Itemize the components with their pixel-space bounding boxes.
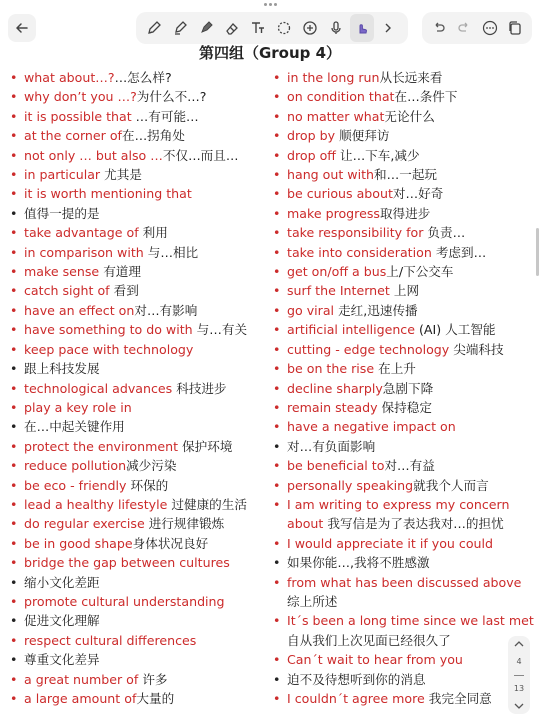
phrase-entry	[271, 611, 533, 630]
phrase-entry	[8, 243, 270, 262]
phrase-entry	[8, 146, 270, 165]
phrase-chinese: 对…好奇	[392, 186, 444, 202]
phrase-entry	[271, 107, 533, 126]
phrase-english: it is worth mentioning that	[24, 186, 192, 202]
left-column	[8, 68, 270, 708]
phrase-chinese: 过健康的生活	[171, 496, 247, 512]
bullet-icon: •	[273, 225, 281, 241]
phrase-entry	[8, 592, 270, 611]
bullet-icon: •	[273, 167, 281, 183]
phrase-english: make sense	[24, 264, 104, 280]
bullet-icon: •	[273, 341, 281, 357]
phrase-chinese: 无论什么	[384, 108, 435, 124]
phrase-english: in comparison with	[24, 244, 148, 260]
phrase-entry	[271, 87, 533, 106]
phrase-chinese: 对…有负面影响	[287, 438, 376, 454]
bullet-icon: •	[10, 89, 18, 105]
phrase-english: have a negative impact on	[287, 419, 456, 435]
phrase-chinese: 身体状况良好	[132, 535, 209, 551]
phrase-entry	[271, 514, 533, 533]
phrase-entry	[271, 398, 533, 417]
phrase-chinese: 保持稳定	[381, 399, 432, 415]
phrase-entry	[271, 592, 533, 611]
phrase-chinese: 迫不及待想听到你的消息	[287, 671, 426, 687]
phrase-entry	[271, 146, 533, 165]
undo-icon[interactable]	[428, 14, 450, 42]
drag-handle-icon[interactable]	[262, 3, 278, 9]
phrase-english: a large amount of	[24, 691, 137, 706]
phrase-english: in the long run	[287, 70, 380, 85]
bullet-icon: •	[10, 458, 18, 474]
phrase-chinese: 环保的	[130, 477, 169, 493]
phrase-entry	[8, 417, 270, 436]
bullet-icon: •	[10, 574, 18, 590]
phrase-english: have an effect on	[24, 302, 135, 318]
phrase-english: keep pace with technology	[24, 341, 194, 357]
microphone-icon[interactable]	[324, 14, 348, 42]
phrase-entry	[8, 495, 270, 514]
phrase-entry	[8, 359, 270, 378]
page-navigator	[508, 636, 530, 714]
eraser-icon[interactable]	[220, 14, 244, 42]
phrase-entry	[271, 670, 533, 689]
phrase-entry	[8, 398, 270, 417]
bullet-icon: •	[273, 244, 281, 260]
bullet-icon: •	[273, 128, 281, 144]
phrase-chinese: 科技进步	[176, 380, 227, 396]
phrase-entry	[8, 68, 270, 87]
phrase-chinese: 顺便拜访	[339, 128, 390, 144]
phrase-english: a great number of	[24, 671, 143, 687]
phrase-chinese: 不仅…而且…	[162, 147, 239, 163]
bullet-icon: •	[10, 438, 18, 454]
phrase-english: bridge the gap between cultures	[24, 555, 230, 571]
phrase-entry	[8, 670, 270, 689]
phrase-entry	[271, 631, 533, 650]
phrase-entry	[271, 340, 533, 359]
phrase-chinese: 保护环境	[182, 438, 233, 454]
phrase-english: in particular	[24, 167, 105, 183]
phrase-english: be on the rise	[287, 361, 379, 377]
phrase-entry	[8, 573, 270, 592]
phrase-chinese: 尖端科技	[453, 341, 504, 357]
phrase-chinese: 为什么不…?	[136, 89, 207, 105]
document-tools	[422, 12, 532, 44]
phrase-entry	[271, 495, 533, 514]
back-button[interactable]	[8, 14, 36, 42]
bullet-icon: •	[273, 438, 281, 454]
phrase-entry	[8, 107, 270, 126]
phrase-english: respect cultural differences	[24, 632, 197, 648]
bullet-icon: •	[10, 341, 18, 357]
bullet-icon: •	[10, 244, 18, 260]
bullet-icon: •	[10, 419, 18, 435]
bullet-icon: •	[10, 380, 18, 396]
phrase-english: have something to do with	[24, 322, 197, 338]
bullet-icon: •	[273, 555, 281, 571]
phrase-chinese: 和…一起玩	[374, 167, 437, 183]
finger-draw-icon[interactable]	[350, 14, 374, 42]
phrase-english: remain steady	[287, 399, 382, 415]
total-pages: 13	[513, 684, 525, 694]
bullet-icon: •	[273, 477, 281, 493]
phrase-entry	[8, 340, 270, 359]
bullet-icon: •	[273, 70, 281, 85]
phrase-chinese: 从长远来看	[379, 70, 443, 85]
bullet-icon: •	[273, 264, 281, 280]
phrase-chinese: 与…相比	[147, 244, 199, 260]
phrase-chinese: 负责…	[427, 225, 466, 241]
bullet-icon: •	[273, 186, 281, 202]
phrase-entry	[271, 243, 533, 262]
phrase-entry	[271, 456, 533, 475]
phrase-chinese: 急剧下降	[382, 380, 434, 396]
bullet-icon: •	[273, 691, 281, 706]
phrase-entry	[271, 553, 533, 572]
phrase-english: why don’t you …?	[24, 89, 137, 105]
phrase-english: be beneficial to	[287, 458, 385, 474]
phrase-entry	[271, 68, 533, 87]
phrase-entry	[271, 281, 533, 300]
phrase-english: It´s been a long time since we last met	[287, 613, 534, 629]
phrase-entry	[8, 184, 270, 203]
phrase-chinese: 跟上科技发展	[24, 361, 100, 377]
phrase-chinese: 进行规律锻炼	[148, 516, 225, 532]
add-shape-icon[interactable]	[298, 14, 322, 42]
pages-icon[interactable]	[504, 14, 526, 42]
bullet-icon: •	[273, 613, 281, 629]
phrase-english: not only … but also …	[24, 147, 163, 163]
phrase-english: Can´t wait to hear from you	[287, 652, 463, 668]
phrase-chinese: 在…条件下	[394, 89, 458, 105]
bullet-icon: •	[273, 574, 281, 590]
phrase-chinese: 如果你能…,我将不胜感激	[287, 555, 430, 571]
bullet-icon: •	[10, 147, 18, 163]
phrase-chinese: 上/下公交车	[386, 264, 454, 280]
bullet-icon: •	[10, 108, 18, 124]
phrase-english: make progress	[287, 205, 380, 221]
phrase-chinese: 缩小文化差距	[24, 574, 100, 590]
bullet-icon: •	[273, 496, 281, 512]
phrase-entry	[8, 301, 270, 320]
bullet-icon: •	[10, 496, 18, 512]
bullet-icon: •	[10, 516, 18, 532]
phrase-chinese: 综上所述	[287, 593, 338, 609]
phrase-english: take into consideration	[287, 244, 436, 260]
phrase-chinese: 尊重文化差异	[24, 652, 100, 668]
bullet-icon: •	[10, 70, 18, 85]
phrase-entry	[271, 223, 533, 242]
bullet-icon: •	[10, 128, 18, 144]
phrase-chinese: …有可能…	[135, 108, 199, 124]
bullet-icon: •	[10, 399, 18, 415]
bullet-icon: •	[10, 264, 18, 280]
phrase-english: I couldn´t agree more	[287, 691, 429, 706]
phrase-english: be curious about	[287, 186, 393, 202]
redo-icon[interactable]	[453, 14, 475, 42]
scrollbar[interactable]	[536, 228, 539, 276]
bullet-icon: •	[273, 322, 281, 338]
phrase-english: on condition that	[287, 89, 395, 105]
phrase-entry	[8, 320, 270, 339]
phrase-chinese: 走红,迅速传播	[338, 302, 418, 318]
bullet-icon: •	[273, 419, 281, 435]
bullet-icon: •	[10, 205, 18, 221]
bullet-icon: •	[10, 361, 18, 377]
phrase-entry	[8, 204, 270, 223]
bullet-icon: •	[10, 477, 18, 493]
bullet-icon: •	[10, 535, 18, 551]
phrase-english: drop off	[287, 147, 340, 163]
phrase-english: it is possible that	[24, 108, 136, 124]
phrase-entry	[8, 126, 270, 145]
phrase-entry	[271, 262, 533, 281]
phrase-english: take advantage of	[24, 225, 143, 241]
phrase-entry	[8, 534, 270, 553]
drawing-tools	[136, 12, 408, 44]
phrase-english: from what has been discussed above	[287, 574, 522, 590]
phrase-entry	[8, 611, 270, 630]
phrase-entry	[271, 476, 533, 495]
phrase-english: technological advances	[24, 380, 177, 396]
phrase-english: surf the Internet	[287, 283, 394, 299]
bullet-icon: •	[10, 225, 18, 241]
bullet-icon: •	[273, 89, 281, 105]
phrase-chinese: 大量的	[136, 691, 175, 706]
chevron-down-icon[interactable]	[514, 702, 524, 710]
bullet-icon: •	[273, 283, 281, 299]
phrase-entry	[8, 437, 270, 456]
bullet-icon: •	[273, 147, 281, 163]
phrase-chinese: 在…中起关键作用	[24, 419, 125, 435]
phrase-chinese: 值得一提的是	[24, 205, 100, 221]
bullet-icon: •	[273, 535, 281, 551]
phrase-entry	[8, 87, 270, 106]
phrase-english: reduce pollution	[24, 458, 127, 474]
bullet-icon: •	[273, 361, 281, 377]
phrase-entry	[271, 689, 533, 708]
current-page: 4	[516, 656, 522, 666]
phrase-entry	[271, 534, 533, 553]
phrase-english: play a key role in	[24, 399, 132, 415]
phrase-english: I would appreciate it if you could	[287, 535, 494, 551]
phrase-english: cutting - edge technology	[287, 341, 454, 357]
phrase-entry	[271, 165, 533, 184]
phrase-english: no matter what	[287, 108, 385, 124]
phrase-entry	[271, 359, 533, 378]
phrase-english: catch sight of	[24, 283, 114, 299]
phrase-chinese: 上网	[393, 283, 420, 299]
phrase-english: be eco - friendly	[24, 477, 131, 493]
highlighter-icon[interactable]	[168, 14, 192, 42]
phrase-chinese: 看到	[113, 283, 139, 299]
phrase-chinese: 自从我们上次见面已经很久了	[287, 632, 451, 648]
phrase-entry	[8, 223, 270, 242]
phrase-entry	[8, 379, 270, 398]
phrase-entry	[8, 650, 270, 669]
page-title: 第四组（Group 4）	[198, 44, 342, 62]
phrase-chinese: 促进文化理解	[24, 613, 100, 629]
toolbar	[0, 0, 540, 46]
bullet-icon: •	[10, 167, 18, 183]
phrase-english: lead a healthy lifestyle	[24, 496, 172, 512]
phrase-entry	[8, 456, 270, 475]
bullet-icon: •	[10, 613, 18, 629]
phrase-chinese: 取得进步	[379, 205, 431, 221]
phrase-english: do regular exercise	[24, 516, 149, 532]
more-icon[interactable]	[479, 14, 501, 42]
phrase-english: go viral	[287, 302, 339, 318]
bullet-icon: •	[10, 632, 18, 648]
text-tool-icon[interactable]	[246, 14, 270, 42]
bullet-icon: •	[273, 205, 281, 221]
phrase-english: I am writing to express my concern	[287, 496, 510, 512]
phrase-chinese: 减少污染	[126, 458, 177, 474]
phrase-chinese: 就我个人而言	[413, 477, 489, 493]
phrase-entry	[271, 417, 533, 436]
phrase-chinese: 对…有益	[384, 458, 435, 474]
phrase-english: what about…?	[24, 70, 115, 85]
phrase-english: decline sharply	[287, 380, 383, 396]
phrase-entry	[271, 184, 533, 203]
phrase-chinese: 在…拐角处	[121, 128, 185, 144]
bullet-icon: •	[10, 283, 18, 299]
phrase-english: take responsibility for	[287, 225, 428, 241]
chevron-right-icon[interactable]	[376, 14, 400, 42]
phrase-chinese: 尤其是	[104, 167, 142, 183]
bullet-icon: •	[10, 322, 18, 338]
bullet-icon: •	[273, 671, 281, 687]
right-column	[271, 68, 533, 708]
bullet-icon: •	[10, 652, 18, 668]
phrase-chinese: 利用	[142, 225, 168, 241]
phrase-entry	[8, 165, 270, 184]
phrase-english: get on/off a bus	[287, 264, 387, 280]
bullet-icon: •	[273, 399, 281, 415]
phrase-entry	[8, 689, 270, 708]
marker-icon[interactable]	[194, 14, 218, 42]
phrase-english: promote cultural understanding	[24, 593, 225, 609]
phrase-english: protect the environment	[24, 438, 183, 454]
bullet-icon: •	[10, 555, 18, 571]
phrase-entry	[271, 204, 533, 223]
phrase-english: personally speaking	[287, 477, 414, 493]
phrase-english: about	[287, 516, 328, 532]
arrow-left-icon	[15, 21, 29, 35]
phrase-chinese: 在上升	[378, 361, 416, 377]
bullet-icon: •	[10, 671, 18, 687]
lasso-icon[interactable]	[272, 14, 296, 42]
chevron-up-icon[interactable]	[514, 640, 524, 648]
phrase-english: at the corner of	[24, 128, 122, 144]
bullet-icon: •	[10, 186, 18, 202]
bullet-icon: •	[10, 593, 18, 609]
bullet-icon: •	[10, 691, 18, 706]
phrase-chinese: (AI) 人工智能	[418, 322, 496, 338]
pen-icon[interactable]	[142, 14, 166, 42]
phrase-entry	[271, 573, 533, 592]
phrase-entry	[271, 650, 533, 669]
phrase-entry	[8, 476, 270, 495]
phrase-chinese: 我完全同意	[428, 691, 492, 706]
phrase-english: artificial intelligence	[287, 322, 419, 338]
bullet-icon: •	[273, 652, 281, 668]
bullet-icon: •	[10, 302, 18, 318]
phrase-chinese: 有道理	[103, 264, 141, 280]
phrase-chinese: 许多	[142, 671, 168, 687]
phrase-chinese: 考虑到…	[435, 244, 487, 260]
phrase-entry	[8, 514, 270, 533]
phrase-entry	[271, 379, 533, 398]
phrase-entry	[271, 126, 533, 145]
bullet-icon: •	[273, 380, 281, 396]
phrase-entry	[8, 631, 270, 650]
phrase-entry	[8, 281, 270, 300]
phrase-entry	[271, 320, 533, 339]
phrase-entry	[8, 553, 270, 572]
phrase-chinese: …怎么样?	[114, 70, 172, 85]
phrase-entry	[271, 437, 533, 456]
phrase-chinese: 我写信是为了表达我对…的担忧	[327, 516, 504, 532]
bullet-icon: •	[273, 458, 281, 474]
phrase-english: be in good shape	[24, 535, 133, 551]
bullet-icon: •	[273, 302, 281, 318]
phrase-entry	[8, 262, 270, 281]
phrase-chinese: 对…有影响	[134, 302, 198, 318]
phrase-entry	[271, 301, 533, 320]
phrase-english: drop by	[287, 128, 340, 144]
phrase-english: hang out with	[287, 167, 375, 183]
phrase-chinese: 与…有关	[196, 322, 248, 338]
bullet-icon: •	[273, 108, 281, 124]
phrase-chinese: 让…下车,减少	[339, 147, 420, 163]
